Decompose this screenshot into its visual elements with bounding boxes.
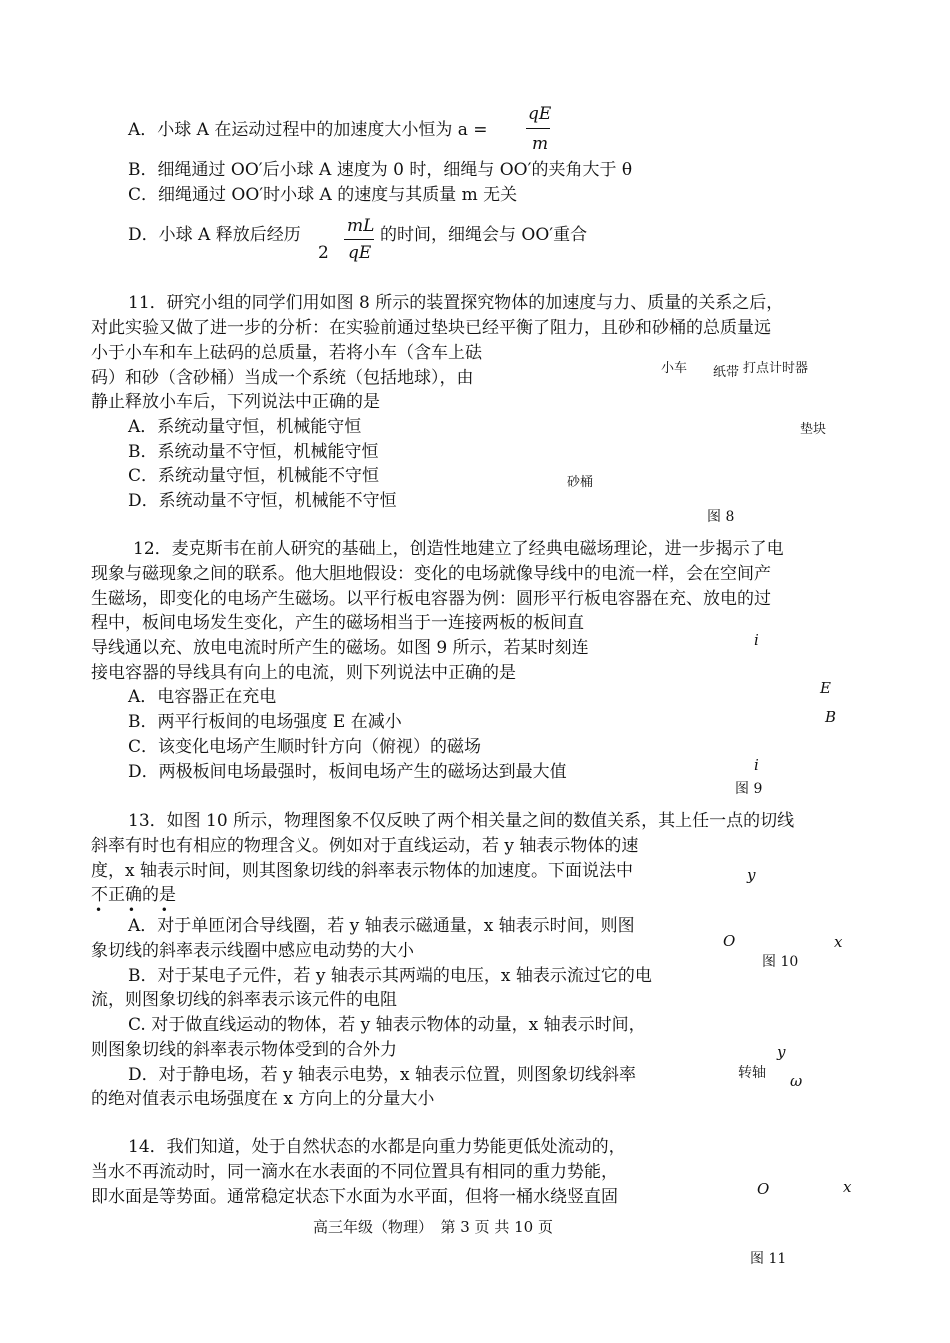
q11-option: D．系统动量不守恒，机械能不守恒 [128,491,397,511]
q10-option-d-suffix: 的时间，细绳会与 OO′重合 [380,225,588,245]
q12-stem-line: 导线通以充、放电电流时所产生的磁场。如图 9 所示，若某时刻连 [91,638,589,658]
fig11-label-y: y [777,1043,786,1061]
q13-stem-line: 斜率有时也有相应的物理含义。例如对于直线运动，若 y 轴表示物体的速 [91,836,639,856]
q13-stem-line: 度，x 轴表示时间，则其图象切线的斜率表示物体的加速度。下面说法中 [91,861,633,881]
q10-d-denominator: qE [348,243,372,263]
fig11-label-axis: 转轴 [738,1065,766,1081]
q13-option-line: B．对于某电子元件，若 y 轴表示其两端的电压，x 轴表示流过它的电 [128,966,652,986]
q12-option: D．两极板间电场最强时，板间电场产生的磁场达到最大值 [128,762,567,782]
q11-stem-line: 对此实验又做了进一步的分析：在实验前通过垫块已经平衡了阻力，且砂和砂桶的总质量远 [91,318,771,338]
fig11-label-omega: ω [790,1072,803,1090]
fig9-label-i-bottom: i [754,756,759,774]
q11-option: C．系统动量守恒，机械能不守恒 [128,466,380,486]
fig8-label-car: 小车 [661,361,688,376]
fig10-label-x: x [834,933,843,951]
q13-option-line: 象切线的斜率表示线圈中感应电动势的大小 [91,941,414,961]
q13-option-line: 的绝对值表示电场强度在 x 方向上的分量大小 [91,1089,435,1109]
q12-stem-line: 程中，板间电场发生变化，产生的磁场相当于一连接两板的板间直 [91,613,584,633]
q11-option: B．系统动量不守恒，机械能守恒 [128,442,379,462]
q13-option-line: A．对于单匝闭合导线圈，若 y 轴表示磁通量，x 轴表示时间，则图 [128,916,635,936]
fig8-caption: 图 8 [707,509,735,525]
emphasis-dots: • • • [95,903,179,917]
fig11-label-O: O [757,1180,770,1198]
q10-d-numerator: mL [347,216,375,236]
fig9-label-E: E [820,679,831,697]
fig8-label-bucket: 砂桶 [567,475,594,490]
fig8-label-tape: 纸带 [713,365,740,380]
fig9-caption: 图 9 [735,781,763,797]
q14-stem-line: 即水面是等势面。通常稳定状态下水面为水平面，但将一桶水绕竖直固 [91,1187,618,1207]
q12-option: A．电容器正在充电 [128,687,277,707]
q10-d-coefficient: 2 [318,243,329,263]
q11-stem-line: 小于小车和车上砝码的总质量，若将小车（含车上砝 [91,343,482,363]
fig10-label-y: y [747,866,756,884]
q10-option-a: A．小球 A 在运动过程中的加速度大小恒为 a = [128,120,488,140]
q12-stem-line: 生磁场，即变化的电场产生磁场。以平行板电容器为例：圆形平行板电容器在充、放电的过 [91,589,771,609]
q11-stem-line: 静止释放小车后，下列说法中正确的是 [91,392,380,412]
q10-option-b: B．细绳通过 OO′后小球 A 速度为 0 时，细绳与 OO′的夹角大于 θ [128,160,633,180]
q10-option-c: C．细绳通过 OO′时小球 A 的速度与其质量 m 无关 [128,185,518,205]
q10-option-d-prefix: D．小球 A 释放后经历 [128,225,301,245]
fig11-label-x: x [843,1178,852,1196]
q12-stem-line: 接电容器的导线具有向上的电流，则下列说法中正确的是 [91,663,516,683]
q11-stem-line: 码）和砂（含砂桶）当成一个系统（包括地球），由 [91,368,474,388]
fig8-label-block: 垫块 [800,422,827,437]
q13-stem-line: 不正确的是 [91,885,176,905]
fig10-caption: 图 10 [762,954,799,970]
q11-stem-line: 11．研究小组的同学们用如图 8 所示的装置探究物体的加速度与力、质量的关系之后， [128,293,784,313]
q13-option-line: 则图象切线的斜率表示物体受到的合外力 [91,1040,397,1060]
fig11-caption: 图 11 [750,1251,787,1267]
q12-stem-line: 现象与磁现象之间的联系。他大胆地假设：变化的电场就像导线中的电流一样，会在空间产 [91,564,771,584]
q12-option: C．该变化电场产生顺时针方向（俯视）的磁场 [128,737,482,757]
fraction-bar [344,239,374,240]
q13-option-line: C. 对于做直线运动的物体，若 y 轴表示物体的动量，x 轴表示时间， [128,1015,646,1035]
page-footer: 高三年级（物理） 第 3 页 共 10 页 [313,1218,553,1236]
fig9-label-i-top: i [754,631,759,649]
q11-option: A．系统动量守恒，机械能守恒 [128,417,362,437]
fig10-label-O: O [723,932,736,950]
q14-stem-line: 14．我们知道，处于自然状态的水都是向重力势能更低处流动的， [128,1137,626,1157]
q12-option: B．两平行板间的电场强度 E 在减小 [128,712,402,732]
q10-a-numerator: qE [528,104,552,124]
q13-option-line: 流，则图象切线的斜率表示该元件的电阻 [91,990,397,1010]
q10-a-denominator: m [532,134,549,154]
q14-stem-line: 当水不再流动时，同一滴水在水表面的不同位置具有相同的重力势能， [91,1162,618,1182]
fig8-label-timer: 打点计时器 [743,361,809,376]
q13-option-line: D．对于静电场，若 y 轴表示电势，x 轴表示位置，则图象切线斜率 [128,1065,637,1085]
fig9-label-B: B [825,708,837,726]
fraction-bar [526,128,550,129]
q13-stem-line: 13．如图 10 所示，物理图象不仅反映了两个相关量之间的数值关系，其上任一点的切线 [128,811,795,831]
q12-stem-line: 12．麦克斯韦在前人研究的基础上，创造性地建立了经典电磁场理论，进一步揭示了电 [133,539,784,559]
